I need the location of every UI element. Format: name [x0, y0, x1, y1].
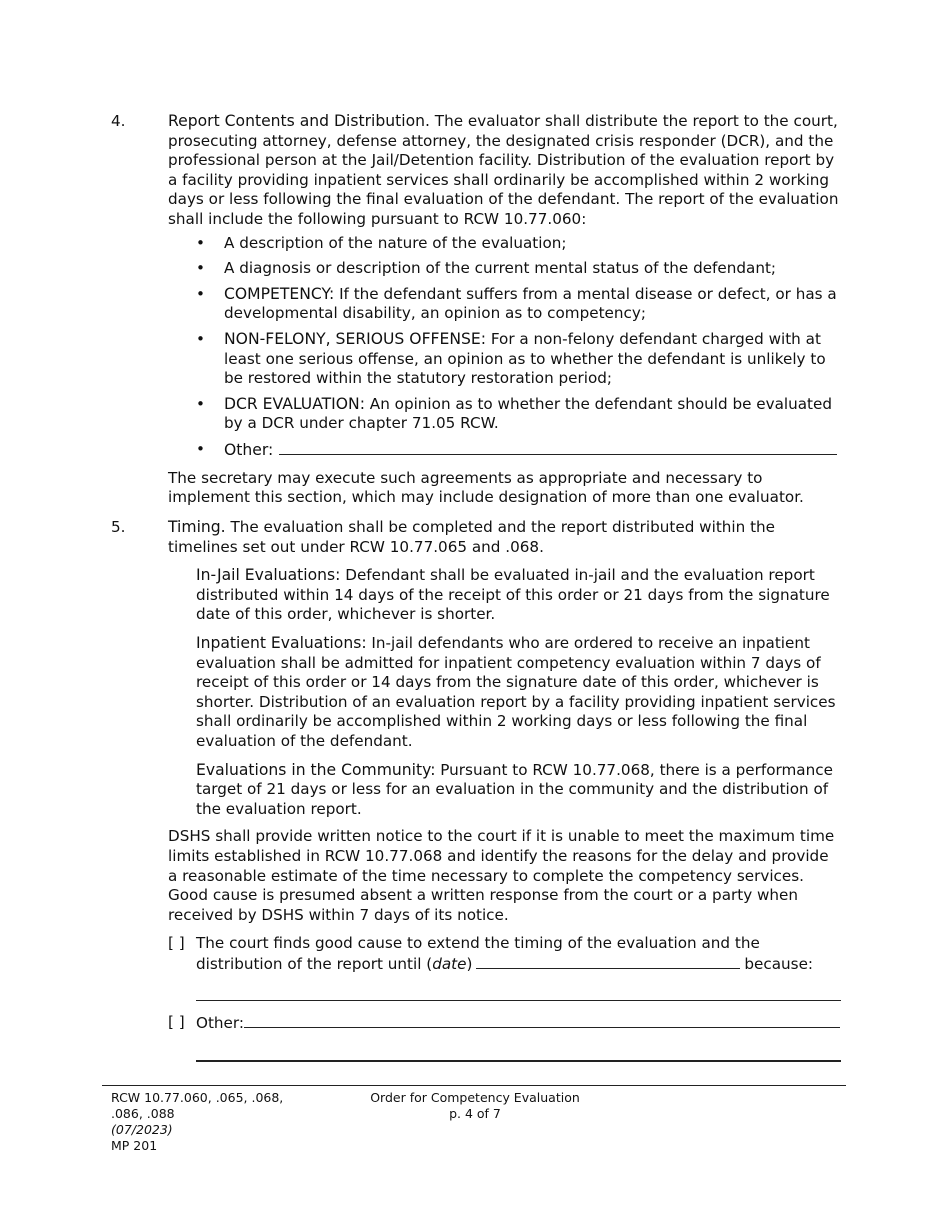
section-4-intro — [168, 112, 841, 230]
footer-center — [330, 1090, 620, 1122]
footer-title: Order for Competency Evaluation — [370, 1090, 580, 1105]
other-input-line[interactable] — [279, 440, 837, 455]
bullet-icon: • — [196, 394, 205, 413]
good-cause-option: [ ] The court finds good cause to extend the timing of the evaluation and the distribution of the report until (date) because: — [168, 934, 841, 1001]
dcr-evaluation-label: DCR EVALUATION: — [224, 394, 365, 413]
bullet-icon: • — [196, 259, 205, 278]
because-input-line[interactable] — [196, 974, 841, 1001]
other-label: Other: — [224, 440, 274, 459]
section-4-text: The evaluator shall distribute the report to the court, prosecuting attorney, defense attorney, the designated crisis responder (DCR), and the professional person at the Jail/Detention facility. Distribution of the evaluation report by a facility providing inpatient services shall ordinarily be accomplished within 2 working days or less following the final evaluation of the defendant. The report of the evaluation shall include the following pursuant to RCW 10.77.060: — [168, 112, 839, 228]
section-5-text: The evaluation shall be completed and the report distributed within the timelines set out under RCW 10.77.065 and .068. — [168, 518, 775, 556]
list-item: • COMPETENCY: If the defendant suffers from a mental disease or defect, or has a developmental disability, an opinion as to competency; — [196, 284, 837, 323]
list-item: • DCR EVALUATION: An opinion as to whether the defendant should be evaluated by a DCR under chapter 71.05 RCW. — [196, 394, 832, 433]
other-option-input-line[interactable] — [244, 1013, 840, 1028]
good-cause-checkbox[interactable]: [ ] — [168, 934, 185, 953]
in-jail-evaluations: In-Jail Evaluations: Defendant shall be evaluated in-jail and the evaluation report distributed within 14 days of the receipt of this order or 21 days from the signature date of this order, whichever is shorter. — [196, 566, 830, 624]
bullet-icon: • — [196, 233, 205, 252]
list-item: • A diagnosis or description of the current mental status of the defendant; — [196, 259, 777, 278]
other-checkbox[interactable]: [ ] — [168, 1013, 185, 1032]
footer-page-number: p. 4 of 7 — [449, 1106, 501, 1121]
inpatient-evaluations: Inpatient Evaluations: In-jail defendants who are ordered to receive an inpatient evaluation shall be admitted for inpatient competency evaluation within 7 days of receipt of this order or 14 days from the signature date of this order, whichever is shorter. Distribution of an evaluation report by a facility providing inpatient services shall ordinarily be accomplished within 2 working days or less following the final evaluation of the defendant. — [196, 633, 836, 750]
section-4 — [111, 112, 841, 508]
date-input-line[interactable] — [476, 954, 740, 969]
bullet-icon: • — [196, 284, 205, 303]
community-evaluations: Evaluations in the Community: Pursuant to RCW 10.77.068, there is a performance target of 21 days or less for an evaluation in the community and the distribution of the evaluation report. — [196, 760, 833, 818]
other-option-input-line-2[interactable] — [196, 1034, 841, 1062]
bullet-icon: • — [196, 329, 205, 348]
secretary-paragraph: The secretary may execute such agreements as appropriate and necessary to implement this section, which may include designation of more than one evaluator. — [168, 468, 804, 507]
section-5-number: 5. — [111, 518, 126, 536]
other-option — [168, 1013, 841, 1062]
footer-form-id: MP 201 — [111, 1138, 158, 1153]
non-felony-label: NON-FELONY, SERIOUS OFFENSE: — [224, 329, 487, 348]
competency-label: COMPETENCY: — [224, 284, 335, 303]
footer-divider — [102, 1085, 846, 1086]
section-5-heading: Timing. — [168, 518, 226, 536]
list-item: • NON-FELONY, SERIOUS OFFENSE: For a non-felony defendant charged with at least one serious offense, an opinion as to whether the defendant is unlikely to be restored within the statutory restoration period; — [196, 329, 826, 388]
dshs-notice-paragraph: DSHS shall provide written notice to the court if it is unable to meet the maximum time limits established in RCW 10.77.068 and identify the reasons for the delay and provide a reasonable estimate of the time necessary to complete the competency services. Good cause is presumed absent a written response from the court or a party when received by DSHS within 7 days of its notice. — [168, 827, 835, 924]
section-5-intro — [168, 518, 841, 557]
footer-left — [111, 1090, 311, 1154]
footer-rcw: RCW 10.77.060, .065, .068, .086, .088 — [111, 1090, 284, 1121]
section-5 — [111, 518, 841, 1062]
section-4-number: 4. — [111, 112, 126, 130]
because-label: because: — [744, 954, 814, 973]
date-word: date — [432, 954, 467, 973]
footer-version: (07/2023) — [111, 1122, 173, 1137]
list-item-other — [168, 440, 841, 461]
section-4-heading: Report Contents and Distribution. — [168, 112, 430, 130]
list-item: • A description of the nature of the evaluation; — [196, 233, 567, 252]
other-option-label: Other: — [196, 1014, 244, 1033]
bullet-icon: • — [196, 439, 205, 458]
report-contents-list — [168, 234, 841, 461]
